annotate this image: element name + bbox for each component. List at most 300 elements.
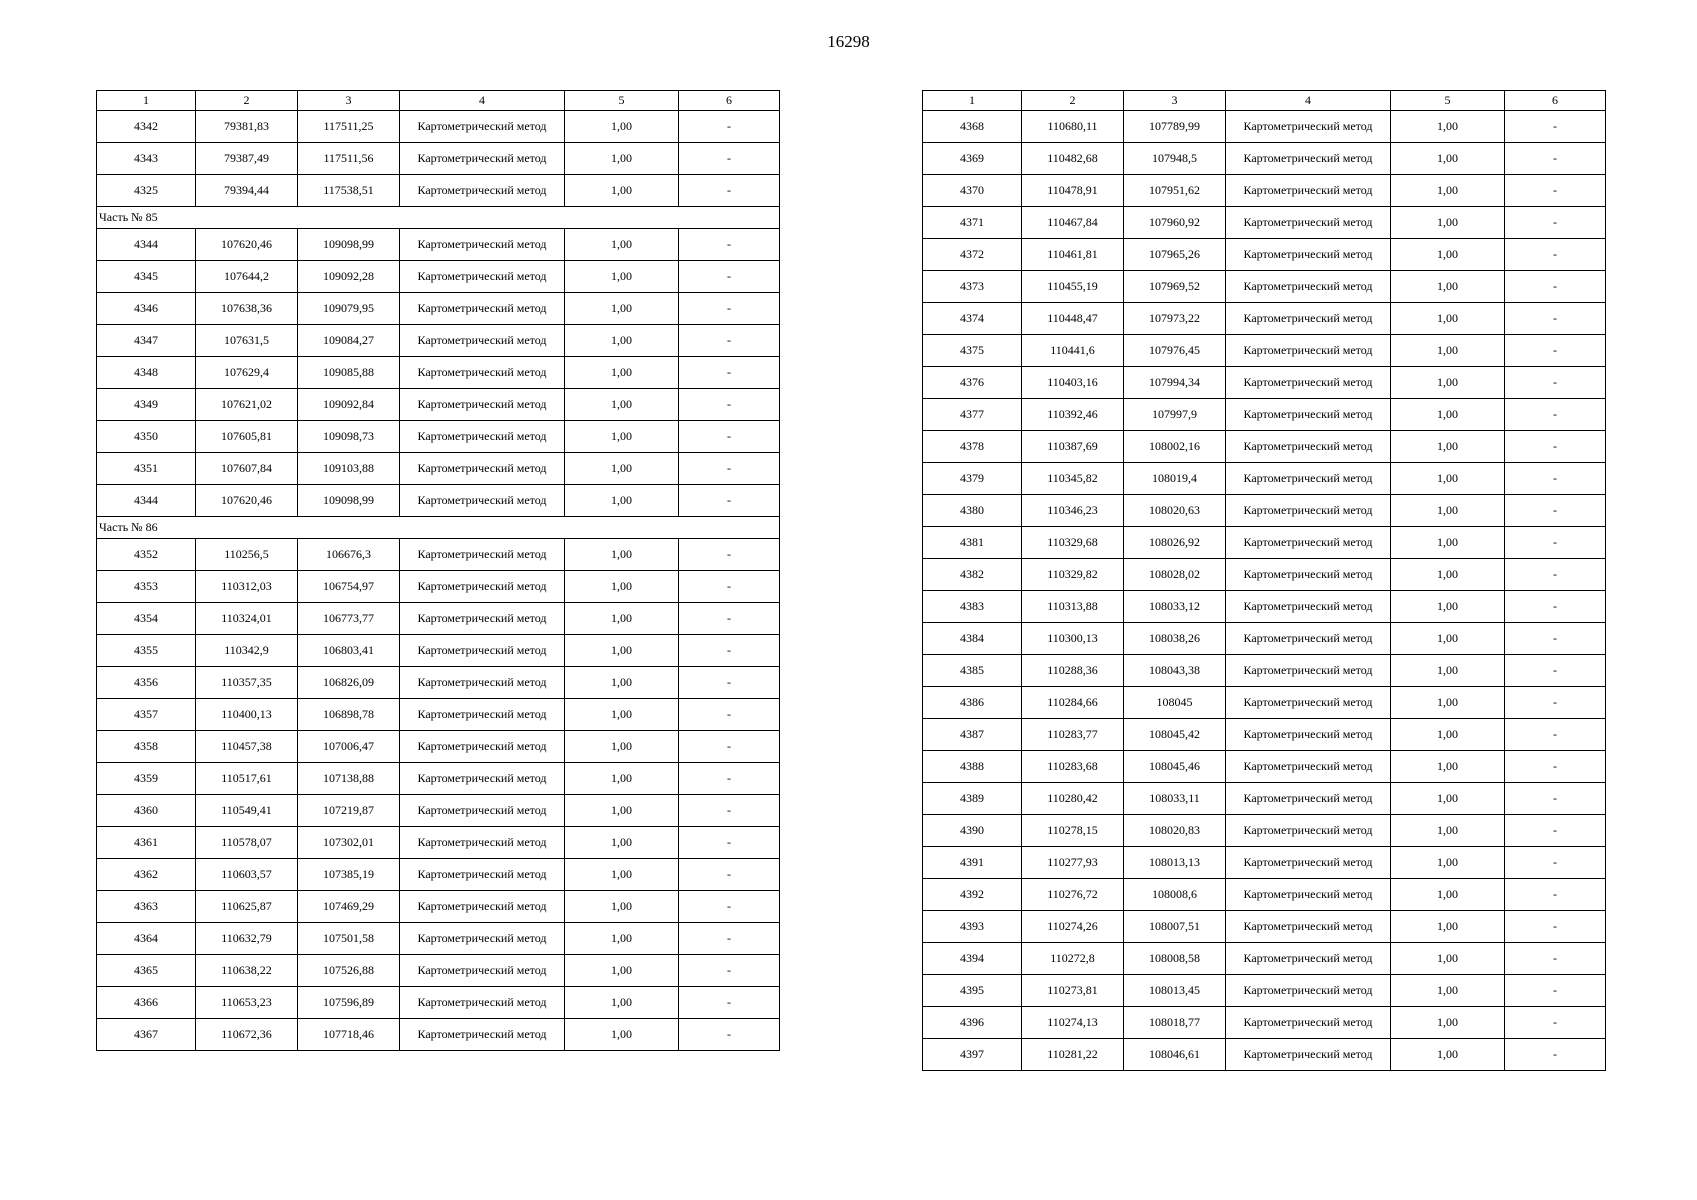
method-cell: Картометрический метод: [400, 731, 565, 763]
description-cell: -: [679, 603, 780, 635]
x-coordinate-cell: 110603,57: [196, 859, 298, 891]
description-cell: -: [1505, 271, 1606, 303]
accuracy-cell: 1,00: [565, 795, 679, 827]
accuracy-cell: 1,00: [1391, 111, 1505, 143]
point-number-cell: 4395: [923, 975, 1022, 1007]
y-coordinate-cell: 107718,46: [298, 1019, 400, 1051]
x-coordinate-cell: 110329,82: [1022, 559, 1124, 591]
column-header: 6: [1505, 91, 1606, 111]
point-number-cell: 4379: [923, 463, 1022, 495]
accuracy-cell: 1,00: [1391, 783, 1505, 815]
point-number-cell: 4386: [923, 687, 1022, 719]
y-coordinate-cell: 109085,88: [298, 357, 400, 389]
method-cell: Картометрический метод: [1226, 591, 1391, 623]
accuracy-cell: 1,00: [1391, 239, 1505, 271]
x-coordinate-cell: 110461,81: [1022, 239, 1124, 271]
x-coordinate-cell: 79387,49: [196, 143, 298, 175]
method-cell: Картометрический метод: [1226, 495, 1391, 527]
part-heading-row: [97, 207, 780, 229]
point-number-cell: 4358: [97, 731, 196, 763]
point-number-cell: 4391: [923, 847, 1022, 879]
y-coordinate-cell: 106826,09: [298, 667, 400, 699]
x-coordinate-cell: 110342,9: [196, 635, 298, 667]
y-coordinate-cell: 108008,58: [1124, 943, 1226, 975]
y-coordinate-cell: 107469,29: [298, 891, 400, 923]
description-cell: -: [1505, 623, 1606, 655]
table-row: [97, 485, 780, 517]
part-heading: Часть № 86: [97, 517, 780, 539]
method-cell: Картометрический метод: [1226, 783, 1391, 815]
x-coordinate-cell: 110324,01: [196, 603, 298, 635]
accuracy-cell: 1,00: [1391, 911, 1505, 943]
column-header: 2: [196, 91, 298, 111]
point-number-cell: 4384: [923, 623, 1022, 655]
description-cell: -: [1505, 559, 1606, 591]
table-row: [97, 261, 780, 293]
y-coordinate-cell: 109103,88: [298, 453, 400, 485]
accuracy-cell: 1,00: [1391, 399, 1505, 431]
column-header: 3: [1124, 91, 1226, 111]
y-coordinate-cell: 107948,5: [1124, 143, 1226, 175]
point-number-cell: 4377: [923, 399, 1022, 431]
y-coordinate-cell: 108028,02: [1124, 559, 1226, 591]
accuracy-cell: 1,00: [565, 325, 679, 357]
description-cell: -: [1505, 399, 1606, 431]
description-cell: -: [679, 987, 780, 1019]
y-coordinate-cell: 108033,11: [1124, 783, 1226, 815]
method-cell: Картометрический метод: [400, 421, 565, 453]
accuracy-cell: 1,00: [1391, 335, 1505, 367]
method-cell: Картометрический метод: [1226, 815, 1391, 847]
x-coordinate-cell: 107638,36: [196, 293, 298, 325]
y-coordinate-cell: 106803,41: [298, 635, 400, 667]
y-coordinate-cell: 107965,26: [1124, 239, 1226, 271]
point-number-cell: 4367: [97, 1019, 196, 1051]
x-coordinate-cell: 110256,5: [196, 539, 298, 571]
table-row: [97, 667, 780, 699]
method-cell: Картометрический метод: [1226, 655, 1391, 687]
accuracy-cell: 1,00: [565, 987, 679, 1019]
point-number-cell: 4345: [97, 261, 196, 293]
description-cell: -: [1505, 879, 1606, 911]
method-cell: Картометрический метод: [400, 635, 565, 667]
y-coordinate-cell: 108026,92: [1124, 527, 1226, 559]
y-coordinate-cell: 108002,16: [1124, 431, 1226, 463]
column-header: 6: [679, 91, 780, 111]
table-row: [97, 539, 780, 571]
point-number-cell: 4372: [923, 239, 1022, 271]
accuracy-cell: 1,00: [565, 923, 679, 955]
x-coordinate-cell: 107607,84: [196, 453, 298, 485]
method-cell: Картометрический метод: [1226, 431, 1391, 463]
point-number-cell: 4346: [97, 293, 196, 325]
point-number-cell: 4394: [923, 943, 1022, 975]
point-number-cell: 4344: [97, 485, 196, 517]
method-cell: Картометрический метод: [400, 389, 565, 421]
accuracy-cell: 1,00: [565, 667, 679, 699]
y-coordinate-cell: 106754,97: [298, 571, 400, 603]
description-cell: -: [679, 827, 780, 859]
y-coordinate-cell: 109092,28: [298, 261, 400, 293]
method-cell: Картометрический метод: [400, 987, 565, 1019]
y-coordinate-cell: 107789,99: [1124, 111, 1226, 143]
table-row: [97, 421, 780, 453]
description-cell: -: [1505, 239, 1606, 271]
y-coordinate-cell: 108043,38: [1124, 655, 1226, 687]
description-cell: -: [1505, 527, 1606, 559]
description-cell: -: [679, 485, 780, 517]
description-cell: -: [1505, 655, 1606, 687]
description-cell: -: [679, 795, 780, 827]
method-cell: Картометрический метод: [400, 699, 565, 731]
description-cell: -: [679, 763, 780, 795]
point-number-cell: 4370: [923, 175, 1022, 207]
table-row: [923, 1007, 1606, 1039]
method-cell: Картометрический метод: [400, 229, 565, 261]
y-coordinate-cell: 109084,27: [298, 325, 400, 357]
description-cell: -: [1505, 687, 1606, 719]
description-cell: -: [679, 357, 780, 389]
y-coordinate-cell: 106676,3: [298, 539, 400, 571]
description-cell: -: [1505, 143, 1606, 175]
table-row: [97, 571, 780, 603]
point-number-cell: 4375: [923, 335, 1022, 367]
description-cell: -: [679, 143, 780, 175]
point-number-cell: 4348: [97, 357, 196, 389]
point-number-cell: 4393: [923, 911, 1022, 943]
method-cell: Картометрический метод: [400, 1019, 565, 1051]
point-number-cell: 4364: [97, 923, 196, 955]
point-number-cell: 4388: [923, 751, 1022, 783]
description-cell: -: [679, 699, 780, 731]
y-coordinate-cell: 107976,45: [1124, 335, 1226, 367]
accuracy-cell: 1,00: [565, 485, 679, 517]
description-cell: -: [1505, 847, 1606, 879]
y-coordinate-cell: 106773,77: [298, 603, 400, 635]
table-row: [97, 955, 780, 987]
accuracy-cell: 1,00: [1391, 303, 1505, 335]
description-cell: -: [679, 175, 780, 207]
description-cell: -: [1505, 207, 1606, 239]
method-cell: Картометрический метод: [1226, 687, 1391, 719]
method-cell: Картометрический метод: [1226, 271, 1391, 303]
table-row: [97, 987, 780, 1019]
method-cell: Картометрический метод: [400, 603, 565, 635]
point-number-cell: 4396: [923, 1007, 1022, 1039]
accuracy-cell: 1,00: [565, 389, 679, 421]
point-number-cell: 4360: [97, 795, 196, 827]
table-row: [923, 239, 1606, 271]
y-coordinate-cell: 108045,46: [1124, 751, 1226, 783]
description-cell: -: [679, 923, 780, 955]
table-row: [923, 175, 1606, 207]
description-cell: -: [1505, 1007, 1606, 1039]
table-row: [923, 559, 1606, 591]
table-row: [923, 463, 1606, 495]
point-number-cell: 4356: [97, 667, 196, 699]
method-cell: Картометрический метод: [400, 175, 565, 207]
column-header: 3: [298, 91, 400, 111]
y-coordinate-cell: 107501,58: [298, 923, 400, 955]
method-cell: Картометрический метод: [400, 667, 565, 699]
table-row: [97, 389, 780, 421]
description-cell: -: [1505, 431, 1606, 463]
accuracy-cell: 1,00: [1391, 1007, 1505, 1039]
point-number-cell: 4374: [923, 303, 1022, 335]
table-row: [923, 623, 1606, 655]
point-number-cell: 4390: [923, 815, 1022, 847]
method-cell: Картометрический метод: [1226, 751, 1391, 783]
coordinates-table-right: [922, 90, 1606, 1071]
y-coordinate-cell: 108019,4: [1124, 463, 1226, 495]
x-coordinate-cell: 110300,13: [1022, 623, 1124, 655]
y-coordinate-cell: 108018,77: [1124, 1007, 1226, 1039]
x-coordinate-cell: 110638,22: [196, 955, 298, 987]
table-row: [97, 357, 780, 389]
column-header: 1: [97, 91, 196, 111]
accuracy-cell: 1,00: [1391, 879, 1505, 911]
y-coordinate-cell: 107969,52: [1124, 271, 1226, 303]
coordinates-table-left: [96, 90, 780, 1051]
accuracy-cell: 1,00: [1391, 559, 1505, 591]
point-number-cell: 4349: [97, 389, 196, 421]
table-row: [923, 495, 1606, 527]
accuracy-cell: 1,00: [1391, 847, 1505, 879]
accuracy-cell: 1,00: [565, 571, 679, 603]
accuracy-cell: 1,00: [1391, 527, 1505, 559]
x-coordinate-cell: 110278,15: [1022, 815, 1124, 847]
point-number-cell: 4380: [923, 495, 1022, 527]
table-row: [923, 687, 1606, 719]
y-coordinate-cell: 109098,73: [298, 421, 400, 453]
accuracy-cell: 1,00: [1391, 367, 1505, 399]
accuracy-cell: 1,00: [565, 175, 679, 207]
table-row: [923, 207, 1606, 239]
method-cell: Картометрический метод: [1226, 527, 1391, 559]
y-coordinate-cell: 107138,88: [298, 763, 400, 795]
y-coordinate-cell: 107526,88: [298, 955, 400, 987]
point-number-cell: 4365: [97, 955, 196, 987]
method-cell: Картометрический метод: [1226, 175, 1391, 207]
description-cell: -: [1505, 303, 1606, 335]
y-coordinate-cell: 108046,61: [1124, 1039, 1226, 1071]
y-coordinate-cell: 108038,26: [1124, 623, 1226, 655]
y-coordinate-cell: 117538,51: [298, 175, 400, 207]
x-coordinate-cell: 110313,88: [1022, 591, 1124, 623]
point-number-cell: 4357: [97, 699, 196, 731]
y-coordinate-cell: 107385,19: [298, 859, 400, 891]
x-coordinate-cell: 110387,69: [1022, 431, 1124, 463]
x-coordinate-cell: 110357,35: [196, 667, 298, 699]
method-cell: Картометрический метод: [400, 859, 565, 891]
method-cell: Картометрический метод: [1226, 207, 1391, 239]
method-cell: Картометрический метод: [1226, 879, 1391, 911]
x-coordinate-cell: 110392,46: [1022, 399, 1124, 431]
description-cell: -: [679, 635, 780, 667]
table-row: [923, 943, 1606, 975]
x-coordinate-cell: 110284,66: [1022, 687, 1124, 719]
point-number-cell: 4354: [97, 603, 196, 635]
accuracy-cell: 1,00: [565, 453, 679, 485]
accuracy-cell: 1,00: [565, 111, 679, 143]
method-cell: Картометрический метод: [1226, 943, 1391, 975]
description-cell: -: [679, 571, 780, 603]
table-row: [923, 303, 1606, 335]
x-coordinate-cell: 110277,93: [1022, 847, 1124, 879]
accuracy-cell: 1,00: [1391, 591, 1505, 623]
point-number-cell: 4381: [923, 527, 1022, 559]
x-coordinate-cell: 110632,79: [196, 923, 298, 955]
x-coordinate-cell: 110288,36: [1022, 655, 1124, 687]
y-coordinate-cell: 108020,63: [1124, 495, 1226, 527]
description-cell: -: [679, 731, 780, 763]
table-row: [97, 143, 780, 175]
accuracy-cell: 1,00: [1391, 175, 1505, 207]
description-cell: -: [1505, 975, 1606, 1007]
table-row: [923, 879, 1606, 911]
x-coordinate-cell: 110578,07: [196, 827, 298, 859]
method-cell: Картометрический метод: [1226, 367, 1391, 399]
x-coordinate-cell: 110274,26: [1022, 911, 1124, 943]
description-cell: -: [1505, 335, 1606, 367]
method-cell: Картометрический метод: [400, 325, 565, 357]
accuracy-cell: 1,00: [1391, 687, 1505, 719]
accuracy-cell: 1,00: [565, 143, 679, 175]
y-coordinate-cell: 107219,87: [298, 795, 400, 827]
description-cell: -: [679, 421, 780, 453]
point-number-cell: 4373: [923, 271, 1022, 303]
x-coordinate-cell: 107631,5: [196, 325, 298, 357]
x-coordinate-cell: 107629,4: [196, 357, 298, 389]
method-cell: Картометрический метод: [1226, 239, 1391, 271]
description-cell: -: [679, 325, 780, 357]
accuracy-cell: 1,00: [1391, 271, 1505, 303]
point-number-cell: 4343: [97, 143, 196, 175]
x-coordinate-cell: 110280,42: [1022, 783, 1124, 815]
description-cell: -: [679, 1019, 780, 1051]
description-cell: -: [1505, 943, 1606, 975]
point-number-cell: 4376: [923, 367, 1022, 399]
x-coordinate-cell: 110625,87: [196, 891, 298, 923]
x-coordinate-cell: 110403,16: [1022, 367, 1124, 399]
table-row: [97, 453, 780, 485]
method-cell: Картометрический метод: [1226, 143, 1391, 175]
page-number: 16298: [827, 32, 870, 51]
method-cell: Картометрический метод: [1226, 559, 1391, 591]
x-coordinate-cell: 107621,02: [196, 389, 298, 421]
table-row: [923, 719, 1606, 751]
accuracy-cell: 1,00: [565, 229, 679, 261]
method-cell: Картометрический метод: [1226, 111, 1391, 143]
x-coordinate-cell: 110448,47: [1022, 303, 1124, 335]
y-coordinate-cell: 108008,6: [1124, 879, 1226, 911]
accuracy-cell: 1,00: [565, 827, 679, 859]
method-cell: Картометрический метод: [1226, 911, 1391, 943]
table-row: [923, 271, 1606, 303]
table-row: [97, 859, 780, 891]
x-coordinate-cell: 110281,22: [1022, 1039, 1124, 1071]
method-cell: Картометрический метод: [1226, 1039, 1391, 1071]
description-cell: -: [1505, 463, 1606, 495]
x-coordinate-cell: 107605,81: [196, 421, 298, 453]
x-coordinate-cell: 110283,77: [1022, 719, 1124, 751]
x-coordinate-cell: 110346,23: [1022, 495, 1124, 527]
point-number-cell: 4350: [97, 421, 196, 453]
y-coordinate-cell: 108013,13: [1124, 847, 1226, 879]
table-row: [923, 527, 1606, 559]
accuracy-cell: 1,00: [1391, 207, 1505, 239]
point-number-cell: 4342: [97, 111, 196, 143]
accuracy-cell: 1,00: [1391, 719, 1505, 751]
y-coordinate-cell: 109079,95: [298, 293, 400, 325]
point-number-cell: 4362: [97, 859, 196, 891]
description-cell: -: [679, 111, 780, 143]
description-cell: -: [1505, 911, 1606, 943]
y-coordinate-cell: 107973,22: [1124, 303, 1226, 335]
table-row: [923, 655, 1606, 687]
table-row: [97, 111, 780, 143]
x-coordinate-cell: 110283,68: [1022, 751, 1124, 783]
method-cell: Картометрический метод: [1226, 463, 1391, 495]
description-cell: -: [679, 891, 780, 923]
accuracy-cell: 1,00: [565, 603, 679, 635]
point-number-cell: 4382: [923, 559, 1022, 591]
point-number-cell: 4352: [97, 539, 196, 571]
description-cell: -: [679, 453, 780, 485]
table-row: [923, 399, 1606, 431]
point-number-cell: 4397: [923, 1039, 1022, 1071]
x-coordinate-cell: 110329,68: [1022, 527, 1124, 559]
table-row: [923, 815, 1606, 847]
y-coordinate-cell: 108045,42: [1124, 719, 1226, 751]
x-coordinate-cell: 79394,44: [196, 175, 298, 207]
accuracy-cell: 1,00: [565, 539, 679, 571]
table-row: [97, 325, 780, 357]
x-coordinate-cell: 107644,2: [196, 261, 298, 293]
method-cell: Картометрический метод: [400, 261, 565, 293]
method-cell: Картометрический метод: [1226, 303, 1391, 335]
x-coordinate-cell: 110680,11: [1022, 111, 1124, 143]
y-coordinate-cell: 109092,84: [298, 389, 400, 421]
x-coordinate-cell: 110653,23: [196, 987, 298, 1019]
method-cell: Картометрический метод: [400, 795, 565, 827]
header-row: [97, 91, 780, 111]
x-coordinate-cell: 110345,82: [1022, 463, 1124, 495]
part-heading: Часть № 85: [97, 207, 780, 229]
point-number-cell: 4389: [923, 783, 1022, 815]
method-cell: Картометрический метод: [400, 357, 565, 389]
table-row: [97, 603, 780, 635]
accuracy-cell: 1,00: [1391, 943, 1505, 975]
x-coordinate-cell: 79381,83: [196, 111, 298, 143]
table-row: [923, 751, 1606, 783]
table-row: [97, 731, 780, 763]
x-coordinate-cell: 110549,41: [196, 795, 298, 827]
y-coordinate-cell: 107997,9: [1124, 399, 1226, 431]
method-cell: Картометрический метод: [1226, 719, 1391, 751]
method-cell: Картометрический метод: [1226, 1007, 1391, 1039]
description-cell: -: [679, 955, 780, 987]
point-number-cell: 4378: [923, 431, 1022, 463]
point-number-cell: 4371: [923, 207, 1022, 239]
point-number-cell: 4369: [923, 143, 1022, 175]
y-coordinate-cell: 108013,45: [1124, 975, 1226, 1007]
y-coordinate-cell: 117511,56: [298, 143, 400, 175]
method-cell: Картометрический метод: [400, 955, 565, 987]
description-cell: -: [679, 389, 780, 421]
y-coordinate-cell: 107302,01: [298, 827, 400, 859]
point-number-cell: 4351: [97, 453, 196, 485]
